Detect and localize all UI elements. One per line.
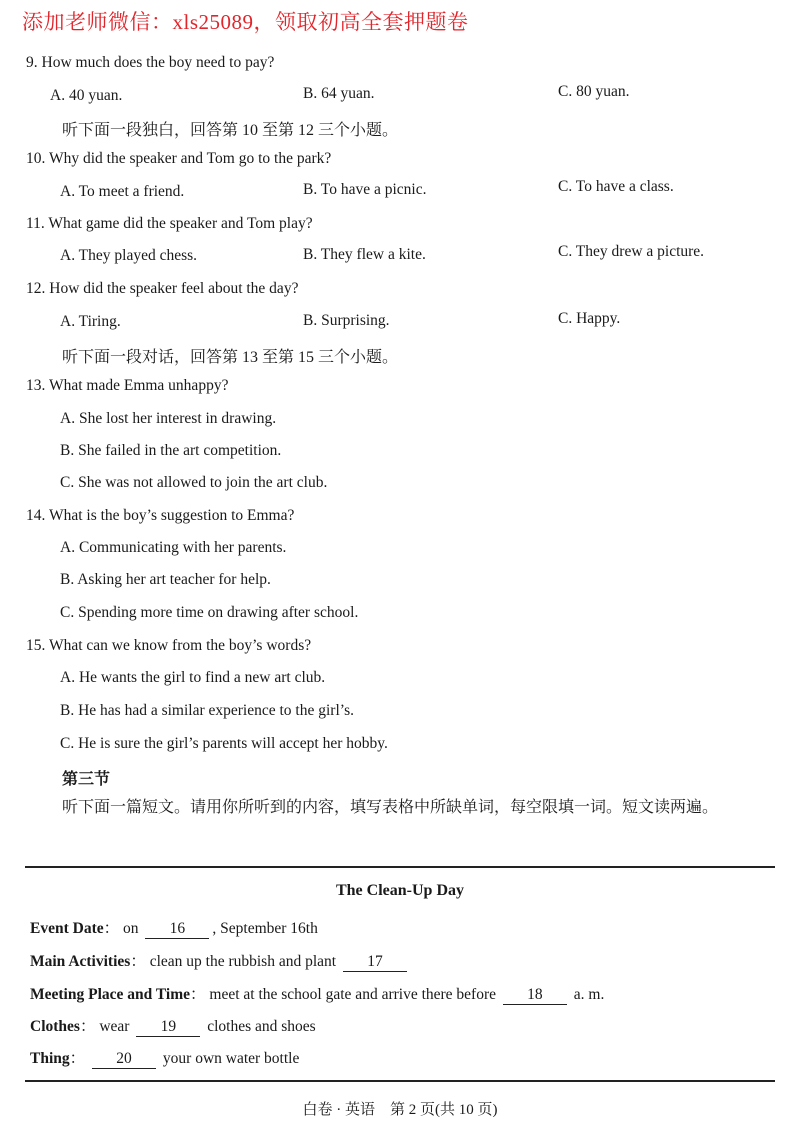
row-prefix: meet at the school gate and arrive there before xyxy=(209,986,497,1003)
blank-18: 18 xyxy=(503,986,567,1005)
table-row-event-date: Event Date： on 16 , September 16th xyxy=(30,920,318,937)
question-9-option-b: B. 64 yuan. xyxy=(303,85,375,102)
monologue-instruction: 听下面一段独白，回答第 10 至第 12 三个小题。 xyxy=(62,122,399,139)
question-10-stem: 10. Why did the speaker and Tom go to the park? xyxy=(26,150,332,167)
question-14-option-a: A. Communicating with her parents. xyxy=(60,539,287,556)
question-13-option-a: A. She lost her interest in drawing. xyxy=(60,410,277,427)
question-14-stem: 14. What is the boy’s suggestion to Emma? xyxy=(26,507,295,524)
dialogue-instruction: 听下面一段对话，回答第 13 至第 15 三个小题。 xyxy=(62,349,399,366)
table-title: The Clean-Up Day xyxy=(335,882,464,899)
row-label: Clothes xyxy=(30,1018,80,1035)
section-3-title: 第三节 xyxy=(62,771,111,788)
page-footer: 白卷 · 英语 第 2 页(共 10 页) xyxy=(302,1102,498,1118)
question-9-stem: 9. How much does the boy need to pay? xyxy=(26,54,275,71)
watermark-banner: 添加老师微信：xls25089，领取初高全套押题卷 xyxy=(22,10,469,34)
row-label: Meeting Place and Time xyxy=(30,986,191,1003)
row-suffix: , September 16th xyxy=(212,920,318,937)
question-12-option-c: C. Happy. xyxy=(558,310,621,327)
question-15-option-c: C. He is sure the girl’s parents will accept her hobby. xyxy=(60,735,388,752)
row-suffix: clothes and shoes xyxy=(207,1018,316,1035)
blank-20: 20 xyxy=(92,1050,156,1069)
question-11-option-b: B. They flew a kite. xyxy=(303,246,426,263)
question-12-option-a: A. Tiring. xyxy=(60,313,121,330)
blank-19: 19 xyxy=(136,1018,200,1037)
question-10-option-c: C. To have a class. xyxy=(558,178,674,195)
table-row-main-activities: Main Activities： clean up the rubbish and plant 17 xyxy=(30,949,410,972)
question-15-option-a: A. He wants the girl to find a new art club. xyxy=(60,669,326,686)
question-14-option-b: B. Asking her art teacher for help. xyxy=(60,571,271,588)
question-11-stem: 11. What game did the speaker and Tom play? xyxy=(26,215,313,232)
question-12-option-b: B. Surprising. xyxy=(303,312,390,329)
row-prefix: clean up the rubbish and plant xyxy=(149,953,337,970)
row-suffix: your own water bottle xyxy=(162,1050,300,1067)
row-label: Main Activities xyxy=(30,953,131,970)
row-suffix: a. m. xyxy=(573,986,605,1003)
question-9-option-a: A. 40 yuan. xyxy=(50,87,123,104)
question-11-option-c: C. They drew a picture. xyxy=(558,243,705,260)
table-row-thing: Thing： 20 your own water bottle xyxy=(30,1050,300,1067)
row-prefix: wear xyxy=(99,1018,130,1035)
question-15-option-b: B. He has had a similar experience to the girl’s. xyxy=(60,702,354,719)
row-label: Thing xyxy=(30,1050,70,1067)
question-10-option-b: B. To have a picnic. xyxy=(303,181,427,198)
question-13-stem: 13. What made Emma unhappy? xyxy=(26,377,229,394)
question-10-option-a: A. To meet a friend. xyxy=(60,183,185,200)
section-3-instruction: 听下面一篇短文。请用你所听到的内容，填写表格中所缺单词，每空限填一词。短文读两遍。 xyxy=(62,799,719,816)
table-top-border xyxy=(25,866,775,868)
table-row-clothes: Clothes： wear 19 clothes and shoes xyxy=(30,1018,316,1035)
question-11-option-a: A. They played chess. xyxy=(60,247,198,264)
table-bottom-border xyxy=(25,1080,775,1082)
question-13-option-c: C. She was not allowed to join the art club. xyxy=(60,474,328,491)
blank-16: 16 xyxy=(145,920,209,939)
question-13-option-b: B. She failed in the art competition. xyxy=(60,442,282,459)
row-prefix: on xyxy=(123,920,139,937)
question-14-option-c: C. Spending more time on drawing after school. xyxy=(60,604,359,621)
row-label: Event Date xyxy=(30,920,104,937)
blank-17: 17 xyxy=(343,953,407,972)
question-12-stem: 12. How did the speaker feel about the day? xyxy=(26,280,299,297)
question-15-stem: 15. What can we know from the boy’s words? xyxy=(26,637,312,654)
table-row-meeting-place: Meeting Place and Time： meet at the school gate and arrive there before 18 a. m. xyxy=(30,986,605,1003)
question-9-option-c: C. 80 yuan. xyxy=(558,83,630,100)
